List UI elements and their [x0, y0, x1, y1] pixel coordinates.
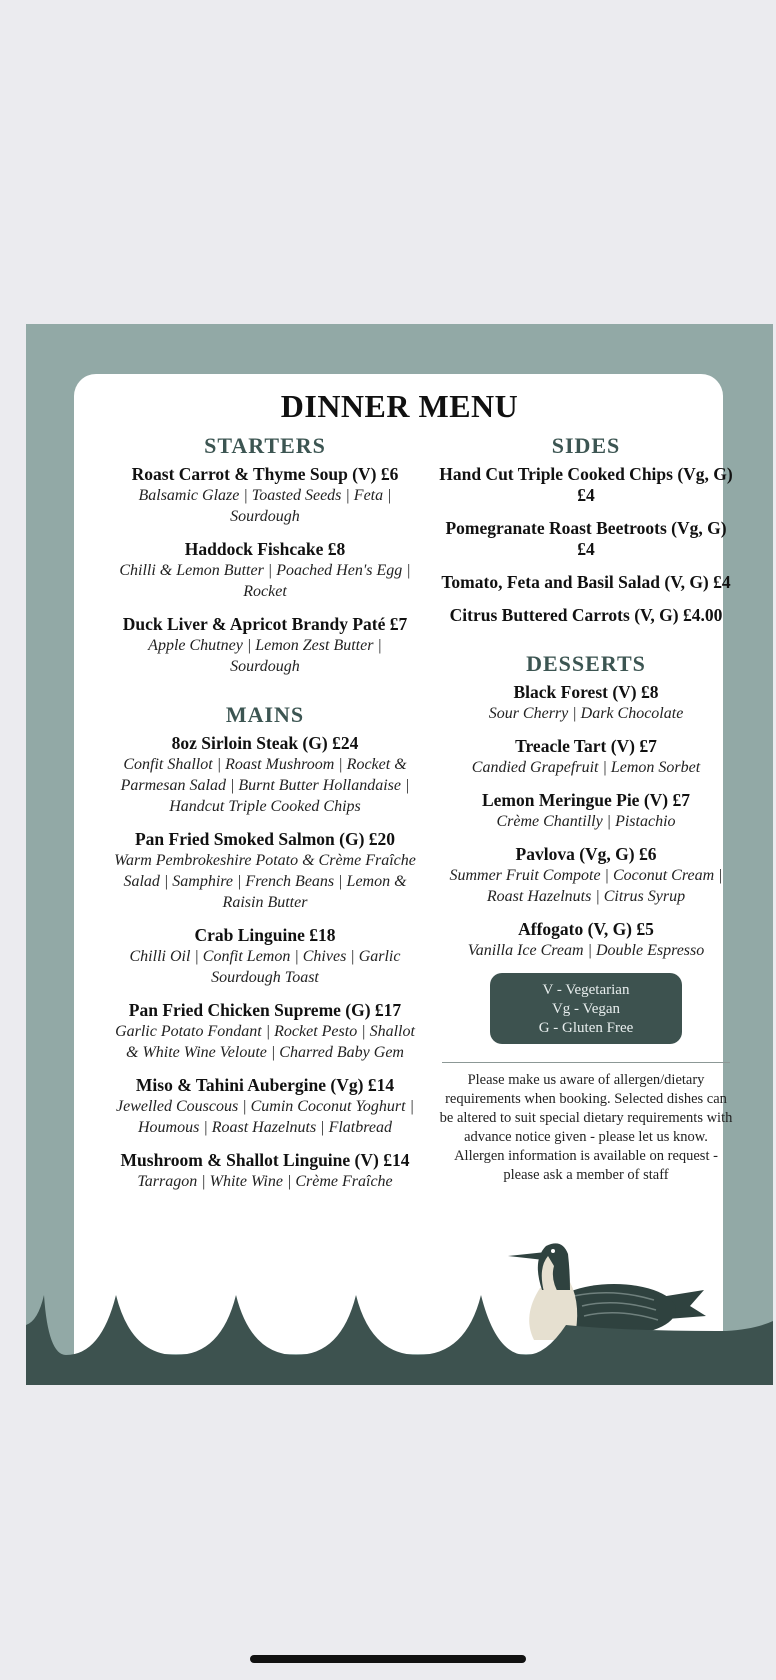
sides-heading: SIDES [551, 433, 621, 458]
side-item [436, 605, 736, 626]
item-name: Crab Linguine £18 [194, 925, 336, 945]
starter-item [112, 614, 418, 677]
item-name: Pomegranate Roast Beetroots (Vg, G) £4 [445, 518, 727, 559]
dessert-item [436, 844, 736, 907]
item-name: Pan Fried Chicken Supreme (G) £17 [128, 1000, 402, 1020]
dessert-item [436, 682, 736, 724]
side-item [436, 572, 736, 593]
legend-entry: G - Gluten Free [538, 1020, 634, 1036]
item-description: Warm Pembrokeshire Potato & Crème Fraîche Salad | Samphire | French Beans | Lemon & Raisin Butter [114, 852, 416, 911]
menu-title: DINNER MENU [280, 388, 519, 424]
desserts-heading: DESSERTS [526, 651, 646, 676]
item-name: Hand Cut Triple Cooked Chips (Vg, G) £4 [439, 464, 733, 505]
menu-poster [26, 324, 773, 1385]
divider [442, 1062, 730, 1063]
starter-item [112, 464, 418, 527]
dessert-item [436, 790, 736, 832]
item-description: Jewelled Couscous | Cumin Coconut Yoghurt | Houmous | Roast Hazelnuts | Flatbread [116, 1098, 414, 1136]
item-name: Pavlova (Vg, G) £6 [515, 844, 657, 864]
side-item [436, 518, 736, 560]
item-description: Chilli Oil | Confit Lemon | Chives | Garlic Sourdough Toast [129, 948, 401, 986]
starters-heading: STARTERS [204, 433, 326, 458]
wave-border-icon [26, 1285, 773, 1385]
main-item [112, 1075, 418, 1138]
main-item [112, 1000, 418, 1063]
item-name: Roast Carrot & Thyme Soup (V) £6 [131, 464, 399, 484]
item-description: Confit Shallot | Roast Mushroom | Rocket & Parmesan Salad | Burnt Butter Hollandaise | Handcut Triple Cooked Chips [120, 756, 410, 815]
item-name: 8oz Sirloin Steak (G) £24 [171, 733, 359, 753]
main-item [112, 829, 418, 913]
item-description: Crème Chantilly | Pistachio [496, 813, 676, 830]
home-indicator[interactable] [250, 1655, 526, 1663]
dietary-legend [490, 973, 682, 1044]
legend-entry: V - Vegetarian [542, 982, 630, 998]
item-description: Vanilla Ice Cream | Double Espresso [467, 942, 705, 959]
item-name: Duck Liver & Apricot Brandy Paté £7 [122, 614, 408, 634]
legend-entry: Vg - Vegan [551, 1001, 621, 1017]
item-description: Tarragon | White Wine | Crème Fraîche [137, 1173, 393, 1190]
main-item [112, 925, 418, 988]
main-item [112, 1150, 418, 1192]
allergen-notice: Please make us aware of allergen/dietary requirements when booking. Selected dishes can be altered to suit special dietary requirements with advance notice given - please let us know. Allergen information is available on request - please ask a member of staff [439, 1072, 733, 1183]
item-name: Miso & Tahini Aubergine (Vg) £14 [135, 1075, 395, 1095]
item-name: Affogato (V, G) £5 [518, 919, 654, 939]
left-column [112, 434, 418, 1204]
item-description: Chilli & Lemon Butter | Poached Hen's Egg | Rocket [119, 562, 411, 600]
item-description: Balsamic Glaze | Toasted Seeds | Feta | Sourdough [138, 487, 392, 525]
item-name: Citrus Buttered Carrots (V, G) £4.00 [449, 605, 723, 625]
side-item [436, 464, 736, 506]
item-description: Apple Chutney | Lemon Zest Butter | Sourdough [148, 637, 382, 675]
dessert-item [436, 919, 736, 961]
dessert-item [436, 736, 736, 778]
item-name: Lemon Meringue Pie (V) £7 [481, 790, 690, 810]
starter-item [112, 539, 418, 602]
item-name: Mushroom & Shallot Linguine (V) £14 [120, 1150, 410, 1170]
item-description: Garlic Potato Fondant | Rocket Pesto | Shallot & White Wine Veloute | Charred Baby Gem [115, 1023, 415, 1061]
item-name: Pan Fried Smoked Salmon (G) £20 [134, 829, 396, 849]
right-column [436, 434, 736, 1185]
item-name: Black Forest (V) £8 [513, 682, 659, 702]
item-description: Sour Cherry | Dark Chocolate [488, 705, 684, 722]
item-description: Summer Fruit Compote | Coconut Cream | Roast Hazelnuts | Citrus Syrup [449, 867, 723, 905]
main-item [112, 733, 418, 817]
item-description: Candied Grapefruit | Lemon Sorbet [471, 759, 701, 776]
item-name: Haddock Fishcake £8 [184, 539, 346, 559]
item-name: Tomato, Feta and Basil Salad (V, G) £4 [441, 572, 731, 592]
mains-heading: MAINS [225, 702, 305, 727]
item-name: Treacle Tart (V) £7 [515, 736, 657, 756]
